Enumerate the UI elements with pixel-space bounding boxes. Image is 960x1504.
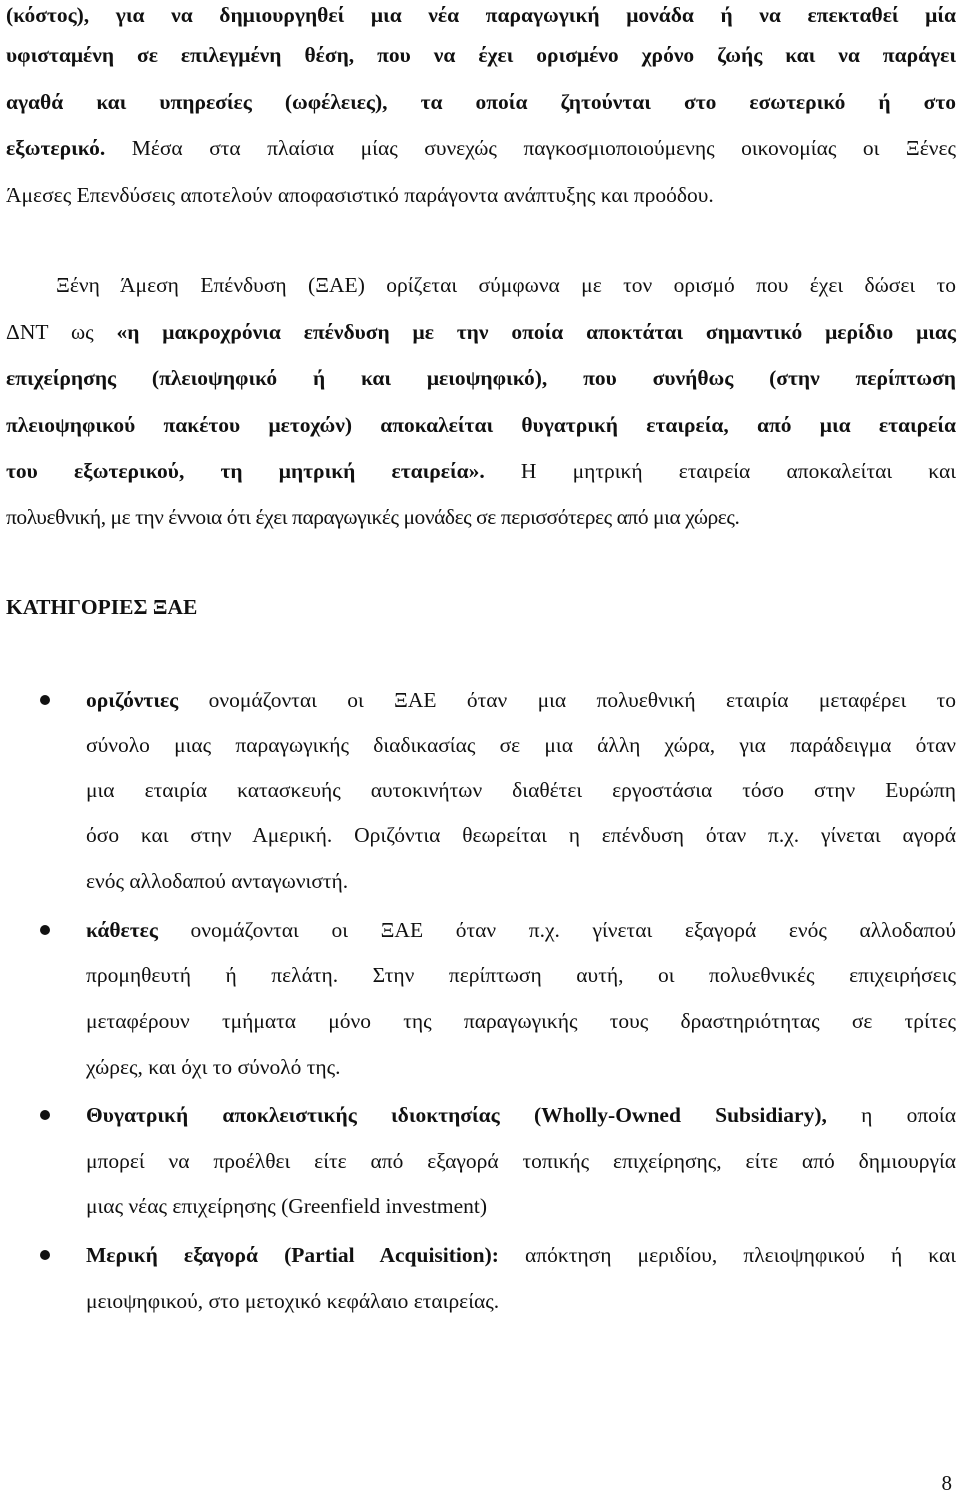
p1-line-3: αγαθά και υπηρεσίες (ωφέλειες), τα οποία ζητούνται στο εσωτερικό ή στο xyxy=(6,90,956,114)
bullet-4-line-1-text: απόκτηση μεριδίου, πλειοψηφικού ή και xyxy=(498,1243,956,1267)
bullet-2-line-1-text: ονομάζονται οι ΞΑΕ όταν π.χ. γίνεται εξαγορά ενός αλλοδαπού xyxy=(157,918,956,942)
bullet-dot-4 xyxy=(40,1250,50,1260)
bullet-1-line-1 xyxy=(86,685,956,715)
p2-line-5 xyxy=(6,456,956,486)
bullet-1-line-5: ενός αλλοδαπού ανταγωνιστή. xyxy=(86,869,349,893)
p2-line-2 xyxy=(6,317,956,347)
bullet-2-term: κάθετες xyxy=(86,918,158,942)
p1-bold-term: εξωτερικό. xyxy=(6,136,106,160)
bullet-2-line-3: μεταφέρουν τμήματα μόνο της παραγωγικής τους δραστηριότητας σε τρίτες xyxy=(86,1009,956,1033)
p2-quote-end: του εξωτερικού, τη μητρική εταιρεία». xyxy=(6,459,485,483)
bullet-dot-3 xyxy=(40,1110,50,1120)
bullet-2-line-4: χώρες, και όχι το σύνολό της. xyxy=(86,1055,341,1079)
p2-line-4: πλειοψηφικού πακέτου μετοχών) αποκαλείται θυγατρική εταιρεία, από μια εταιρεία xyxy=(6,413,956,437)
bullet-3-line-1 xyxy=(86,1100,956,1130)
bullet-1-line-3: μια εταιρία κατασκευής αυτοκινήτων διαθέτει εργοστάσια τόσο στην Ευρώπη xyxy=(86,778,956,802)
p2-line-1: Ξένη Άμεση Επένδυση (ΞΑΕ) ορίζεται σύμφωνα με τον ορισμό που έχει δώσει το xyxy=(56,273,956,297)
bullet-1-line-1-text: ονομάζονται οι ΞΑΕ όταν μια πολυεθνική εταιρία μεταφέρει το xyxy=(178,688,956,712)
p1-line-2: υφισταμένη σε επιλεγμένη θέση, που να έχει ορισμένο χρόνο ζωής και να παράγει xyxy=(6,43,956,67)
p2-quote-start: «η μακροχρόνια επένδυση με την οποία αποκτάται σημαντικό μερίδιο μιας xyxy=(116,320,956,344)
bullet-1-line-4: όσο και στην Αμερική. Οριζόντια θεωρείται η επένδυση όταν π.χ. γίνεται αγορά xyxy=(86,823,956,847)
p2-line-5-text: Η μητρική εταιρεία αποκαλείται και xyxy=(484,459,956,483)
section-heading: ΚΑΤΗΓΟΡΙΕΣ ΞΑΕ xyxy=(6,595,198,619)
bullet-3-term: Θυγατρική αποκλειστικής ιδιοκτησίας (Wholly-Owned Subsidiary), xyxy=(86,1103,827,1127)
bullet-2-line-1 xyxy=(86,915,956,945)
bullet-1-line-2: σύνολο μιας παραγωγικής διαδικασίας σε μια άλλη χώρα, για παράδειγμα όταν xyxy=(86,733,956,757)
p1-line-1: (κόστος), για να δημιουργηθεί μια νέα παραγωγική μονάδα ή να επεκταθεί μία xyxy=(6,3,956,27)
p1-line-4-text: Μέσα στα πλαίσια μίας συνεχώς παγκοσμιοποιούμενης οικονομίας οι Ξένες xyxy=(105,136,956,160)
bullet-3-line-1-text: η οποία xyxy=(826,1103,956,1127)
bullet-dot-1 xyxy=(40,695,50,705)
bullet-4-term: Μερική εξαγορά (Partial Acquisition): xyxy=(86,1243,499,1267)
p1-line-4 xyxy=(6,133,956,163)
bullet-3-line-3: μιας νέας επιχείρησης (Greenfield investment) xyxy=(86,1194,488,1218)
bullet-2-line-2: προμηθευτή ή πελάτη. Στην περίπτωση αυτή, οι πολυεθνικές επιχειρήσεις xyxy=(86,963,956,987)
page-number: 8 xyxy=(941,1471,952,1495)
bullet-dot-2 xyxy=(40,925,50,935)
bullet-1-term: οριζόντιες xyxy=(86,688,179,712)
bullet-3-line-2: μπορεί να προέλθει είτε από εξαγορά τοπικής επιχείρησης, είτε από δημιουργία xyxy=(86,1149,956,1173)
bullet-4-line-1 xyxy=(86,1240,956,1270)
p2-line-2-text: ΔΝΤ ως xyxy=(6,320,117,344)
bullet-4-line-2: μειοψηφικού, στο μετοχικό κεφάλαιο εταιρείας. xyxy=(86,1289,500,1313)
p2-line-3: επιχείρησης (πλειοψηφικό ή και μειοψηφικό), που συνήθως (στην περίπτωση xyxy=(6,366,956,390)
p2-line-6: πολυεθνική, με την έννοια ότι έχει παραγωγικές μονάδες σε περισσότερες από μια χώρες. xyxy=(6,505,740,529)
p1-line-5: Άμεσες Επενδύσεις αποτελούν αποφασιστικό παράγοντα ανάπτυξης και προόδου. xyxy=(6,183,714,207)
